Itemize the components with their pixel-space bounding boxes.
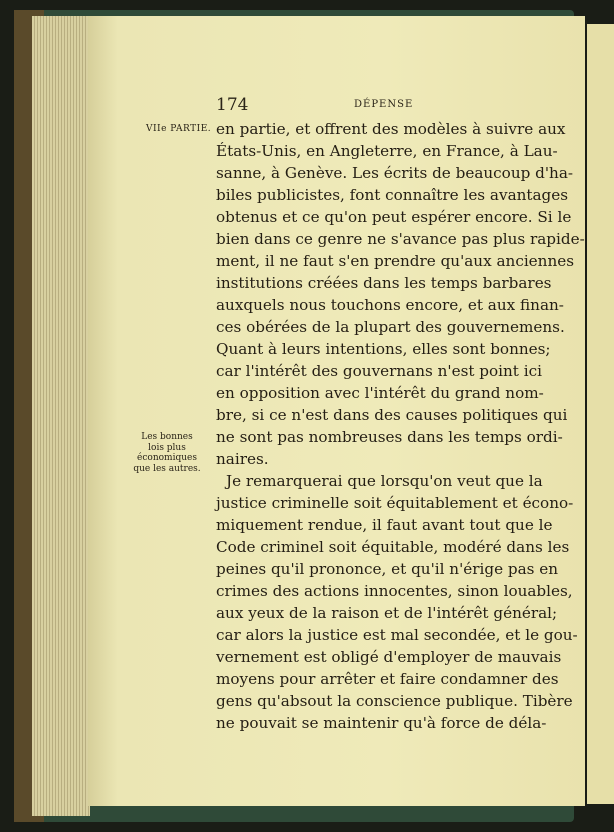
margin-note-line: que les autres. xyxy=(133,463,201,474)
margin-note-line: Les bonnes xyxy=(141,432,193,442)
text-line: naires. xyxy=(216,450,269,468)
text-line: moyens pour arrêter et faire condamner des xyxy=(216,670,559,688)
text-line: bien dans ce genre ne s'avance pas plus rapide- xyxy=(216,230,585,248)
text-line: auxquels nous touchons encore, et aux finan- xyxy=(216,296,564,314)
margin-note-line: lois plus xyxy=(148,442,186,453)
page-header xyxy=(216,95,528,115)
text-line: bre, si ce n'est dans des causes politiques qui xyxy=(216,406,568,424)
text-line: justice criminelle soit équitablement et écono- xyxy=(216,494,574,512)
text-line: Je remarquerai que lorsqu'on veut que la xyxy=(226,472,543,490)
text-line: biles publicistes, font connaître les avantages xyxy=(216,186,569,204)
text-line: miquement rendue, il faut avant tout que le xyxy=(216,516,553,534)
text-line: obtenus et ce qu'on peut espérer encore. Si le xyxy=(216,208,572,226)
facing-page-edge xyxy=(587,24,614,804)
margin-note xyxy=(128,432,206,474)
margin-note-line: économiques xyxy=(137,453,197,463)
part-label: VIIe PARTIE. xyxy=(146,124,212,134)
text-line: car l'intérêt des gouvernans n'est point ici xyxy=(216,362,542,380)
text-line: institutions créées dans les temps barbares xyxy=(216,274,552,292)
text-line: peines qu'il prononce, et qu'il n'érige pas en xyxy=(216,560,559,578)
body-text xyxy=(216,118,585,734)
text-line: aux yeux de la raison et de l'intérêt général; xyxy=(216,604,558,622)
text-line: ces obérées de la plupart des gouvernemens. xyxy=(216,318,565,336)
running-title: DÉPENSE xyxy=(354,99,414,110)
text-line: ne sont pas nombreuses dans les temps ordi- xyxy=(216,428,563,446)
text-line: ment, il ne faut s'en prendre qu'aux anciennes xyxy=(216,252,575,270)
text-line: en partie, et offrent des modèles à suivre aux xyxy=(216,120,566,138)
text-line: crimes des actions innocentes, sinon louables, xyxy=(216,582,573,600)
text-line: Code criminel soit équitable, modéré dans les xyxy=(216,538,570,556)
text-line: car alors la justice est mal secondée, et le gou- xyxy=(216,626,578,644)
text-line: en opposition avec l'intérêt du grand nom- xyxy=(216,384,544,402)
text-line: Quant à leurs intentions, elles sont bonnes; xyxy=(216,340,551,358)
text-line: sanne, à Genève. Les écrits de beaucoup d'ha- xyxy=(216,164,574,182)
text-line: vernement est obligé d'employer de mauvais xyxy=(216,648,562,666)
text-line: ne pouvait se maintenir qu'à force de déla- xyxy=(216,714,547,732)
page-stack-edge xyxy=(32,16,90,816)
text-line: États-Unis, en Angleterre, en France, à Lau- xyxy=(216,142,558,160)
page-number: 174 xyxy=(216,95,249,115)
text-line: gens qu'absout la conscience publique. Tibère xyxy=(216,692,573,710)
